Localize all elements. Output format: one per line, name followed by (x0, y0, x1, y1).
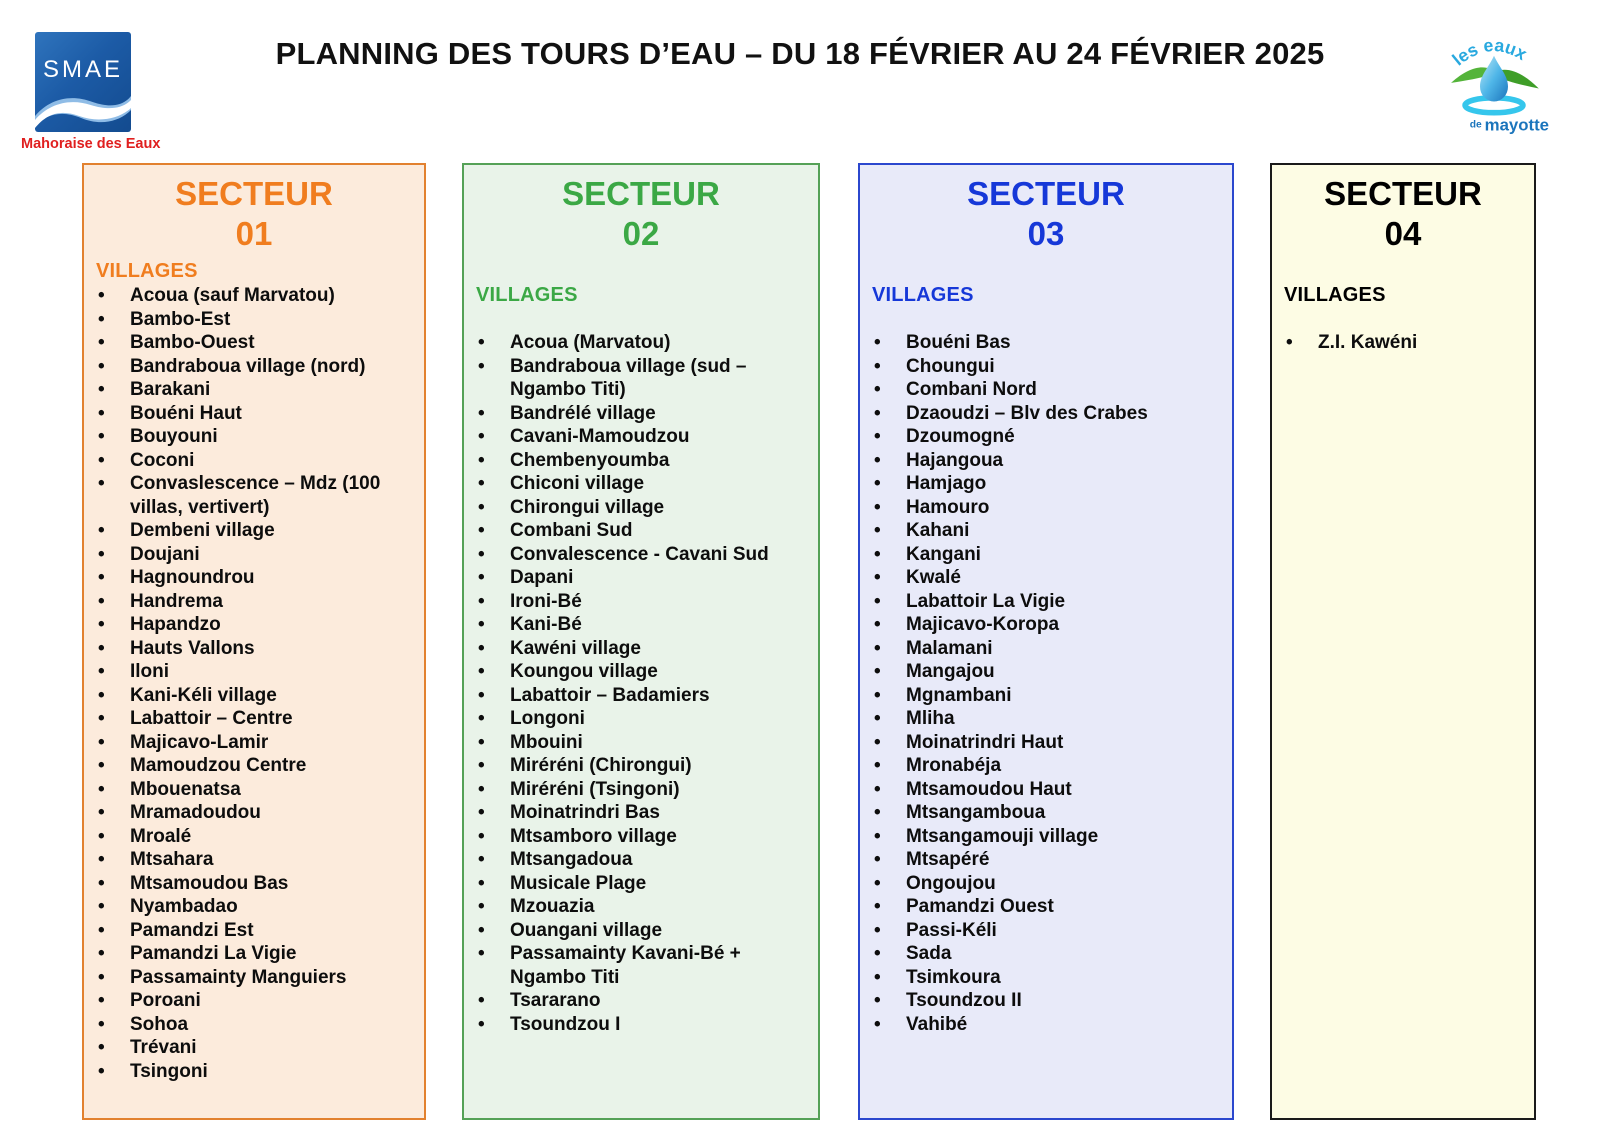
sector-number: 01 (235, 215, 273, 252)
village-item: • Chirongui village (464, 496, 802, 520)
village-item: • Labattoir La Vigie (860, 590, 1216, 614)
sector-column (82, 163, 426, 1120)
page-title: PLANNING DES TOURS D’EAU – DU 18 FÉVRIER AU 24 FÉVRIER 2025 (275, 36, 1325, 71)
sector-title (860, 174, 1232, 254)
village-item: • Hamjago (860, 472, 1216, 496)
village-item: • Convaslescence – Mdz (100 villas, vertivert) (84, 472, 408, 519)
village-item: • Mronabéja (860, 754, 1216, 778)
village-item: • Mramadoudou (84, 801, 408, 825)
sector-title-word: SECTEUR (1324, 175, 1482, 212)
village-item: • Miréréni (Tsingoni) (464, 778, 802, 802)
village-item: • Tsingoni (84, 1060, 408, 1084)
village-item: • Dembeni village (84, 519, 408, 543)
village-item: • Mliha (860, 707, 1216, 731)
village-item: • Majicavo-Lamir (84, 731, 408, 755)
sector-column (462, 163, 820, 1120)
sector-title (84, 174, 424, 254)
villages-label: VILLAGES (476, 284, 578, 306)
village-item: • Labattoir – Badamiers (464, 684, 802, 708)
village-item: • Mtsahara (84, 848, 408, 872)
village-item: • Doujani (84, 543, 408, 567)
village-item: • Bambo-Ouest (84, 331, 408, 355)
village-item: • Dapani (464, 566, 802, 590)
village-item: • Bouéni Haut (84, 402, 408, 426)
village-item: • Bandraboua village (sud – Ngambo Titi) (464, 355, 802, 402)
village-item: • Mbouini (464, 731, 802, 755)
sector-title (1272, 174, 1534, 254)
village-item: • Dzaoudzi – Blv des Crabes (860, 402, 1216, 426)
village-item: • Bambo-Est (84, 308, 408, 332)
village-item: • Combani Sud (464, 519, 802, 543)
village-item: • Mtsamoudou Haut (860, 778, 1216, 802)
village-item: • Pamandzi Ouest (860, 895, 1216, 919)
village-item: • Barakani (84, 378, 408, 402)
village-item: • Tsimkoura (860, 966, 1216, 990)
village-item: • Hauts Vallons (84, 637, 408, 661)
village-item: • Pamandzi Est (84, 919, 408, 943)
village-item: • Hajangoua (860, 449, 1216, 473)
sector-title-word: SECTEUR (967, 175, 1125, 212)
village-item: • Mtsangamboua (860, 801, 1216, 825)
village-item: • Chiconi village (464, 472, 802, 496)
village-item: • Vahibé (860, 1013, 1216, 1037)
village-item: • Kawéni village (464, 637, 802, 661)
smae-logo-text: SMAE (42, 56, 123, 83)
sector-title-word: SECTEUR (562, 175, 720, 212)
sector-number: 04 (1384, 215, 1422, 252)
smae-logo-caption: Mahoraise des Eaux (21, 136, 161, 152)
village-item: • Poroani (84, 989, 408, 1013)
village-item: • Moinatrindri Haut (860, 731, 1216, 755)
village-item: • Convalescence - Cavani Sud (464, 543, 802, 567)
village-item: • Pamandzi La Vigie (84, 942, 408, 966)
village-item: • Bandrélé village (464, 402, 802, 426)
village-item: • Moinatrindri Bas (464, 801, 802, 825)
village-item: • Tsoundzou II (860, 989, 1216, 1013)
village-item: • Kani-Bé (464, 613, 802, 637)
village-item: • Passi-Kéli (860, 919, 1216, 943)
village-item: • Acoua (Marvatou) (464, 331, 802, 355)
village-item: • Miréréni (Chirongui) (464, 754, 802, 778)
logo-mayotte-text: mayotte (1484, 115, 1550, 135)
sector-title (464, 174, 818, 254)
village-list (860, 331, 1232, 1036)
village-item: • Hapandzo (84, 613, 408, 637)
village-item: • Iloni (84, 660, 408, 684)
village-item: • Mzouazia (464, 895, 802, 919)
village-item: • Mtsangadoua (464, 848, 802, 872)
village-item: • Handrema (84, 590, 408, 614)
village-item: • Coconi (84, 449, 408, 473)
sector-title-word: SECTEUR (175, 175, 333, 212)
village-item: • Mangajou (860, 660, 1216, 684)
villages-label: VILLAGES (1284, 284, 1386, 306)
village-item: • Tsoundzou I (464, 1013, 802, 1037)
village-item: • Mroalé (84, 825, 408, 849)
village-item: • Majicavo-Koropa (860, 613, 1216, 637)
village-item: • Choungui (860, 355, 1216, 379)
water-drop-icon (1480, 56, 1508, 102)
village-item: • Ouangani village (464, 919, 802, 943)
sector-column (858, 163, 1234, 1120)
wave-icon (35, 86, 131, 132)
village-item: • Ongoujou (860, 872, 1216, 896)
village-item: • Malamani (860, 637, 1216, 661)
village-item: • Mamoudzou Centre (84, 754, 408, 778)
village-item: • Labattoir – Centre (84, 707, 408, 731)
village-item: • Dzoumogné (860, 425, 1216, 449)
village-item: • Chembenyoumba (464, 449, 802, 473)
village-item: • Mbouenatsa (84, 778, 408, 802)
villages-label: VILLAGES (872, 284, 974, 306)
village-item: • Combani Nord (860, 378, 1216, 402)
village-item: • Mtsangamouji village (860, 825, 1216, 849)
village-item: • Ironi-Bé (464, 590, 802, 614)
village-item: • Kwalé (860, 566, 1216, 590)
village-item: • Bouyouni (84, 425, 408, 449)
village-item: • Kahani (860, 519, 1216, 543)
village-item: • Kangani (860, 543, 1216, 567)
village-item: • Koungou village (464, 660, 802, 684)
village-item: • Mtsapéré (860, 848, 1216, 872)
village-item: • Z.I. Kawéni (1272, 331, 1518, 355)
village-list (1272, 331, 1534, 355)
village-item: • Acoua (sauf Marvatou) (84, 284, 408, 308)
village-item: • Hagnoundrou (84, 566, 408, 590)
village-item: • Mgnambani (860, 684, 1216, 708)
village-item: • Mtsamboro village (464, 825, 802, 849)
sector-column (1270, 163, 1536, 1120)
village-list (464, 331, 818, 1036)
sector-number: 02 (622, 215, 660, 252)
village-item: • Passamainty Manguiers (84, 966, 408, 990)
village-item: • Trévani (84, 1036, 408, 1060)
village-item: • Nyambadao (84, 895, 408, 919)
village-list (84, 284, 424, 1083)
eaux-mayotte-logo (1438, 22, 1550, 140)
village-item: • Musicale Plage (464, 872, 802, 896)
village-item: • Mtsamoudou Bas (84, 872, 408, 896)
village-item: • Passamainty Kavani-Bé + Ngambo Titi (464, 942, 802, 989)
village-item: • Bandraboua village (nord) (84, 355, 408, 379)
village-item: • Tsararano (464, 989, 802, 1013)
village-item: • Sada (860, 942, 1216, 966)
villages-label: VILLAGES (96, 260, 198, 282)
village-item: • Longoni (464, 707, 802, 731)
village-item: • Kani-Kéli village (84, 684, 408, 708)
village-item: • Cavani-Mamoudzou (464, 425, 802, 449)
village-item: • Hamouro (860, 496, 1216, 520)
logo-arc-text: les eaux (1448, 34, 1531, 70)
village-item: • Sohoa (84, 1013, 408, 1037)
sector-number: 03 (1027, 215, 1065, 252)
village-item: • Bouéni Bas (860, 331, 1216, 355)
logo-de-text: de (1469, 119, 1482, 131)
